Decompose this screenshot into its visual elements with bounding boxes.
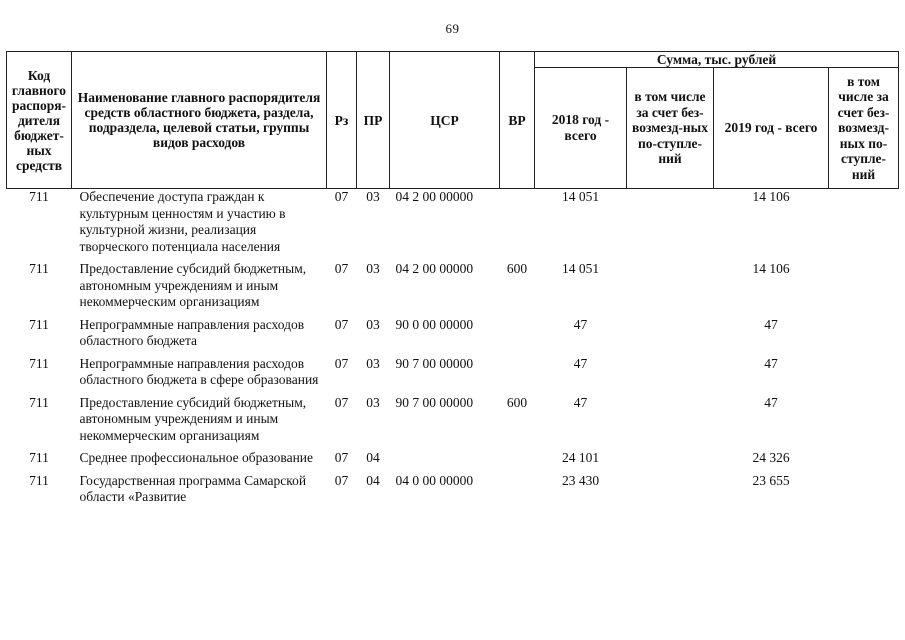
cell-code: 711 xyxy=(29,355,49,371)
cell-2018-free xyxy=(627,189,714,262)
cell-rz: 07 xyxy=(334,355,349,371)
table-row xyxy=(7,473,899,512)
cell-code: 711 xyxy=(29,316,49,332)
cell-2018-total: 23 430 xyxy=(561,472,600,488)
cell-2019-total: 14 106 xyxy=(752,261,790,276)
cell-name: Обеспечение доступа граждан к культурным ценностям и участию в культурной жизни, реализация творческого потенциала населения xyxy=(79,189,286,254)
budget-table xyxy=(6,51,899,512)
cell-vr xyxy=(500,450,535,473)
table-row xyxy=(7,317,899,356)
cell-2018-free xyxy=(627,317,714,356)
header-2018-total: 2018 год - всего xyxy=(535,68,627,189)
cell-vr: 600 xyxy=(506,261,528,276)
cell-2019-total: 14 106 xyxy=(752,189,790,204)
cell-rz: 07 xyxy=(334,189,349,204)
cell-2019-free xyxy=(829,450,899,473)
cell-2019-total: 24 326 xyxy=(752,450,790,465)
cell-code: 711 xyxy=(29,261,49,276)
cell-csr: 04 2 00 00000 xyxy=(395,261,474,276)
cell-2018-total: 14 051 xyxy=(561,261,600,276)
table-header xyxy=(7,52,899,189)
cell-rz: 07 xyxy=(334,394,349,410)
cell-2019-total: 23 655 xyxy=(752,472,790,488)
cell-rz: 07 xyxy=(334,472,349,488)
header-rz: Рз xyxy=(327,52,357,189)
page-number: 69 xyxy=(445,21,460,36)
cell-vr xyxy=(500,356,535,395)
cell-pr: 04 xyxy=(366,472,380,488)
cell-2018-free xyxy=(627,473,714,512)
cell-code: 711 xyxy=(29,394,49,410)
header-code: Код главного распоря-дителя бюджет-ных средств xyxy=(7,52,72,189)
cell-vr xyxy=(500,317,535,356)
cell-2018-free xyxy=(627,395,714,451)
cell-name: Государственная программа Самарской области «Развитие xyxy=(79,472,307,504)
cell-pr: 03 xyxy=(366,394,380,410)
cell-code: 711 xyxy=(29,472,49,488)
cell-csr: 90 7 00 00000 xyxy=(395,355,474,371)
table-row xyxy=(7,189,899,262)
cell-2019-free xyxy=(829,473,899,512)
header-csr: ЦСР xyxy=(390,52,500,189)
cell-vr xyxy=(500,189,535,262)
cell-pr: 03 xyxy=(366,316,380,332)
header-pr: ПР xyxy=(357,52,390,189)
header-sum: Сумма, тыс. рублей xyxy=(535,52,899,68)
cell-code: 711 xyxy=(29,450,49,465)
cell-2019-free xyxy=(829,261,899,317)
cell-vr: 600 xyxy=(506,394,528,410)
cell-code: 711 xyxy=(29,189,49,204)
cell-2018-total: 47 xyxy=(573,394,588,410)
cell-csr: 90 0 00 00000 xyxy=(395,316,474,332)
cell-2018-total: 47 xyxy=(573,355,588,371)
cell-2018-free xyxy=(627,356,714,395)
table-row xyxy=(7,356,899,395)
cell-name: Предоставление субсидий бюджетным, автономным учреждениям и иным некоммерческим организациям xyxy=(79,261,307,309)
table-row xyxy=(7,395,899,451)
header-name: Наименование главного распорядителя средств областного бюджета, раздела, подраздела, целевой статьи, группы видов расходов xyxy=(72,52,327,189)
cell-pr: 03 xyxy=(366,261,380,276)
cell-csr: 90 7 00 00000 xyxy=(395,394,474,410)
cell-name: Непрограммные направления расходов областного бюджета в сфере образования xyxy=(79,355,319,387)
cell-2019-total: 47 xyxy=(764,355,778,371)
cell-csr: 04 0 00 00000 xyxy=(395,472,474,488)
cell-2018-total: 24 101 xyxy=(561,450,600,465)
cell-csr xyxy=(390,450,500,473)
cell-2019-free xyxy=(829,395,899,451)
cell-rz: 07 xyxy=(334,450,349,465)
header-2018-free: в том числе за счет без-возмезд-ных по-ступле-ний xyxy=(627,68,714,189)
cell-2019-free xyxy=(829,356,899,395)
cell-pr: 03 xyxy=(366,189,380,204)
table-body xyxy=(7,189,899,512)
cell-csr: 04 2 00 00000 xyxy=(395,189,474,204)
cell-2018-total: 47 xyxy=(573,316,588,332)
cell-name: Предоставление субсидий бюджетным, автономным учреждениям и иным некоммерческим организациям xyxy=(79,394,307,443)
header-vr: ВР xyxy=(500,52,535,189)
cell-rz: 07 xyxy=(334,261,349,276)
cell-2018-free xyxy=(627,261,714,317)
cell-name: Среднее профессиональное образование xyxy=(79,450,314,465)
cell-2019-total: 47 xyxy=(764,394,778,410)
cell-pr: 03 xyxy=(366,355,380,371)
cell-name: Непрограммные направления расходов областного бюджета xyxy=(79,316,305,348)
header-2019-free: в том числе за счет без-возмезд-ных по-ступле-ний xyxy=(829,68,899,189)
cell-2018-free xyxy=(627,450,714,473)
cell-2018-total: 14 051 xyxy=(561,189,600,204)
cell-2019-total: 47 xyxy=(764,316,778,332)
table-row xyxy=(7,261,899,317)
cell-2019-free xyxy=(829,189,899,262)
cell-rz: 07 xyxy=(334,316,349,332)
cell-pr: 04 xyxy=(366,450,380,465)
table-row xyxy=(7,450,899,473)
cell-vr xyxy=(500,473,535,512)
header-2019-total: 2019 год - всего xyxy=(714,68,829,189)
cell-2019-free xyxy=(829,317,899,356)
